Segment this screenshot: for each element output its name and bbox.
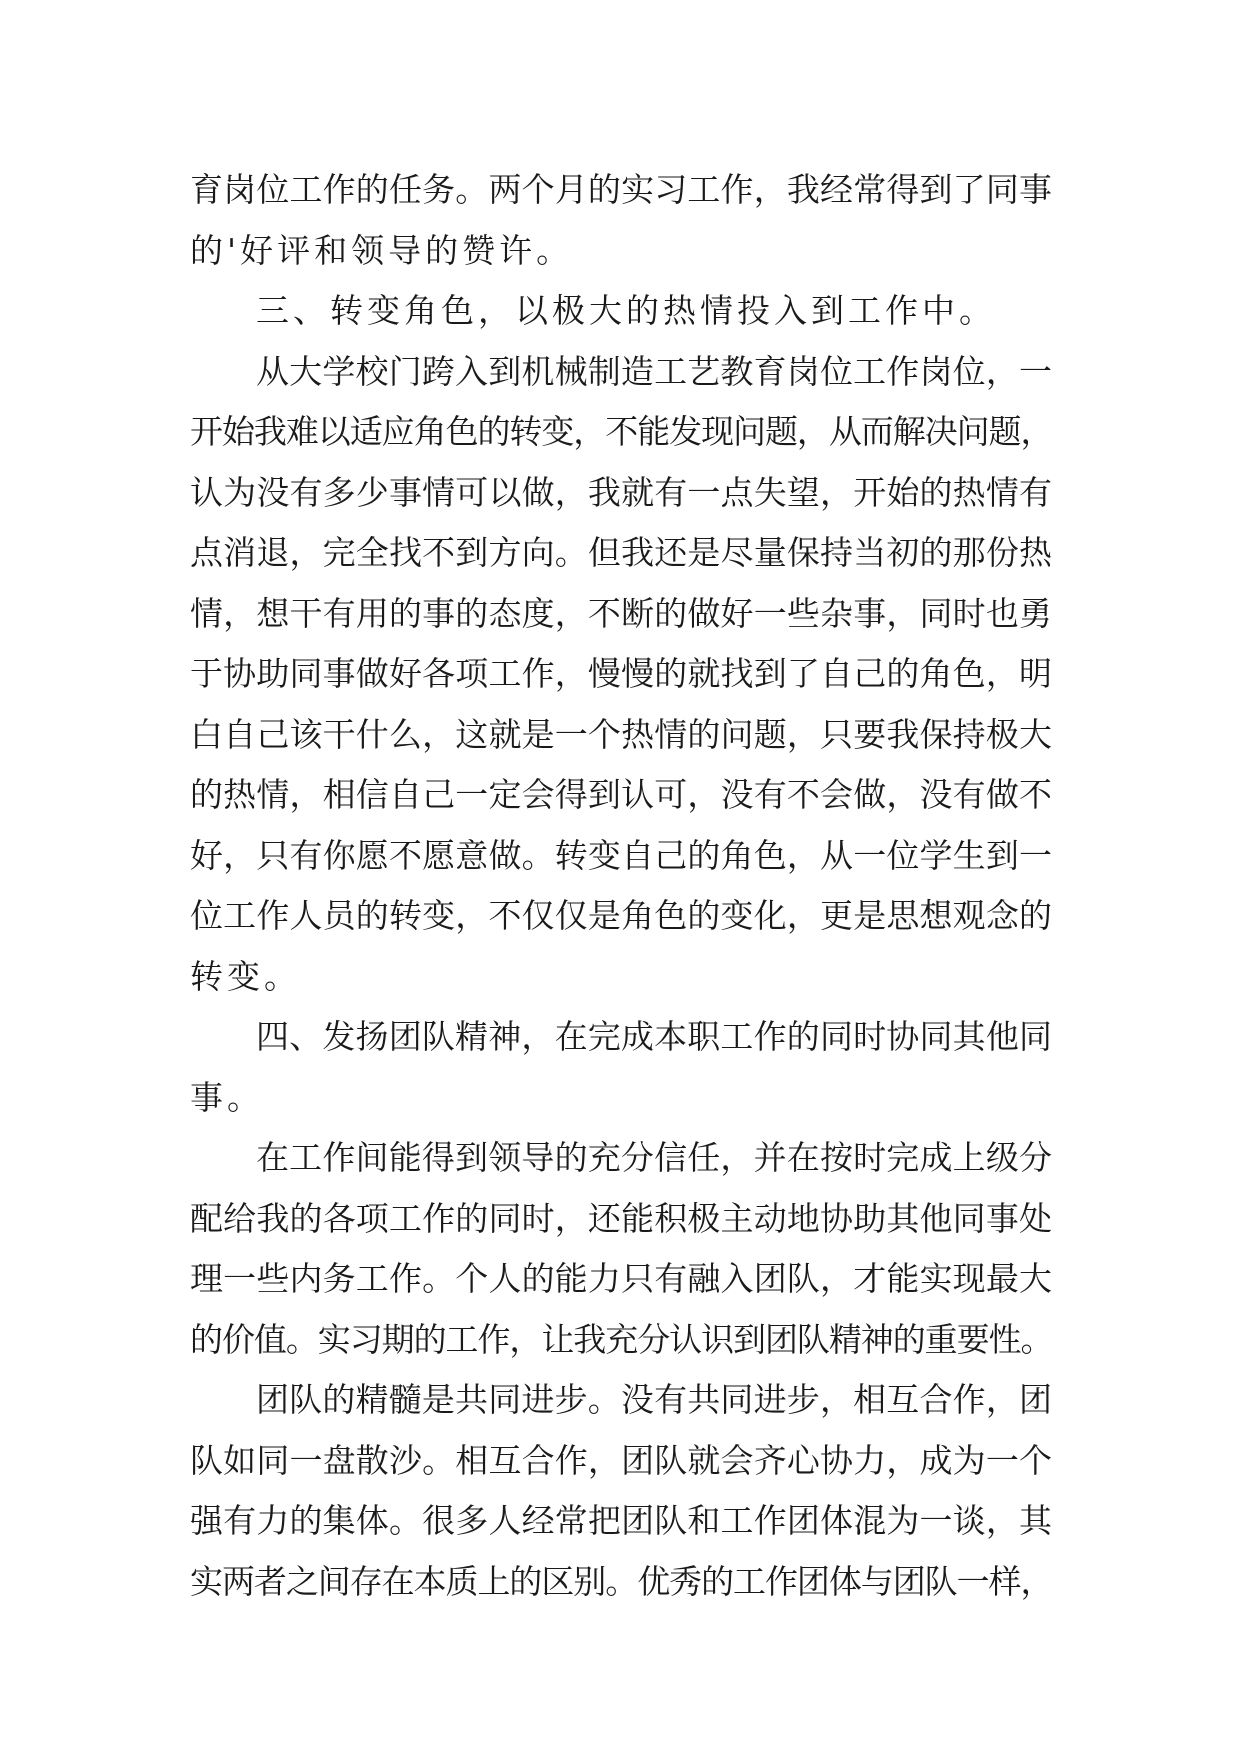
text-line: 白自己该干什么，这就是一个热情的问题，只要我保持极大 [190,714,1052,754]
text-line: 开始我难以适应角色的转变，不能发现问题，从而解决问题， [190,412,1052,451]
text-line: 转变。 [190,956,301,996]
text-line: 强有力的集体。很多人经常把团队和工作团体混为一谈，其 [190,1501,1052,1540]
text-line: 从大学校门跨入到机械制造工艺教育岗位工作岗位，一 [256,351,1052,391]
text-line: 队如同一盘散沙。相互合作，团队就会齐心协力，成为一个 [190,1440,1052,1480]
text-line: 育岗位工作的任务。两个月的实习工作，我经常得到了同事 [190,170,1052,209]
text-line: 的'好评和领导的赞许。 [190,230,574,270]
body-text [190,160,1052,1612]
text-line: 好，只有你愿不愿意做。转变自己的角色，从一位学生到一 [190,835,1052,875]
text-line: 的热情，相信自己一定会得到认可，没有不会做，没有做不 [190,775,1052,814]
text-line: 配给我的各项工作的同时，还能积极主动地协助其他同事处 [190,1198,1052,1238]
text-line: 事。 [190,1077,264,1117]
text-line: 的价值。实习期的工作，让我充分认识到团队精神的重要性。 [190,1319,1052,1359]
text-line: 点消退，完全找不到方向。但我还是尽量保持当初的那份热 [190,533,1052,572]
text-line: 位工作人员的转变，不仅仅是角色的变化，更是思想观念的 [190,896,1052,935]
section-heading: 四、发扬团队精神，在完成本职工作的同时协同其他同 [256,1017,1052,1056]
text-line: 在工作间能得到领导的充分信任，并在按时完成上级分 [256,1138,1052,1177]
text-line: 团队的精髓是共同进步。没有共同进步，相互合作，团 [256,1380,1052,1419]
text-line: 实两者之间存在本质上的区别。优秀的工作团体与团队一样， [190,1561,1052,1601]
section-heading: 三、转变角色，以极大的热情投入到工作中。 [256,291,996,330]
text-line: 理一些内务工作。个人的能力只有融入团队，才能实现最大 [190,1259,1052,1298]
text-line: 于协助同事做好各项工作，慢慢的就找到了自己的角色，明 [190,654,1052,693]
text-line: 认为没有多少事情可以做，我就有一点失望，开始的热情有 [190,472,1052,512]
text-line: 情，想干有用的事的态度，不断的做好一些杂事，同时也勇 [190,593,1052,633]
